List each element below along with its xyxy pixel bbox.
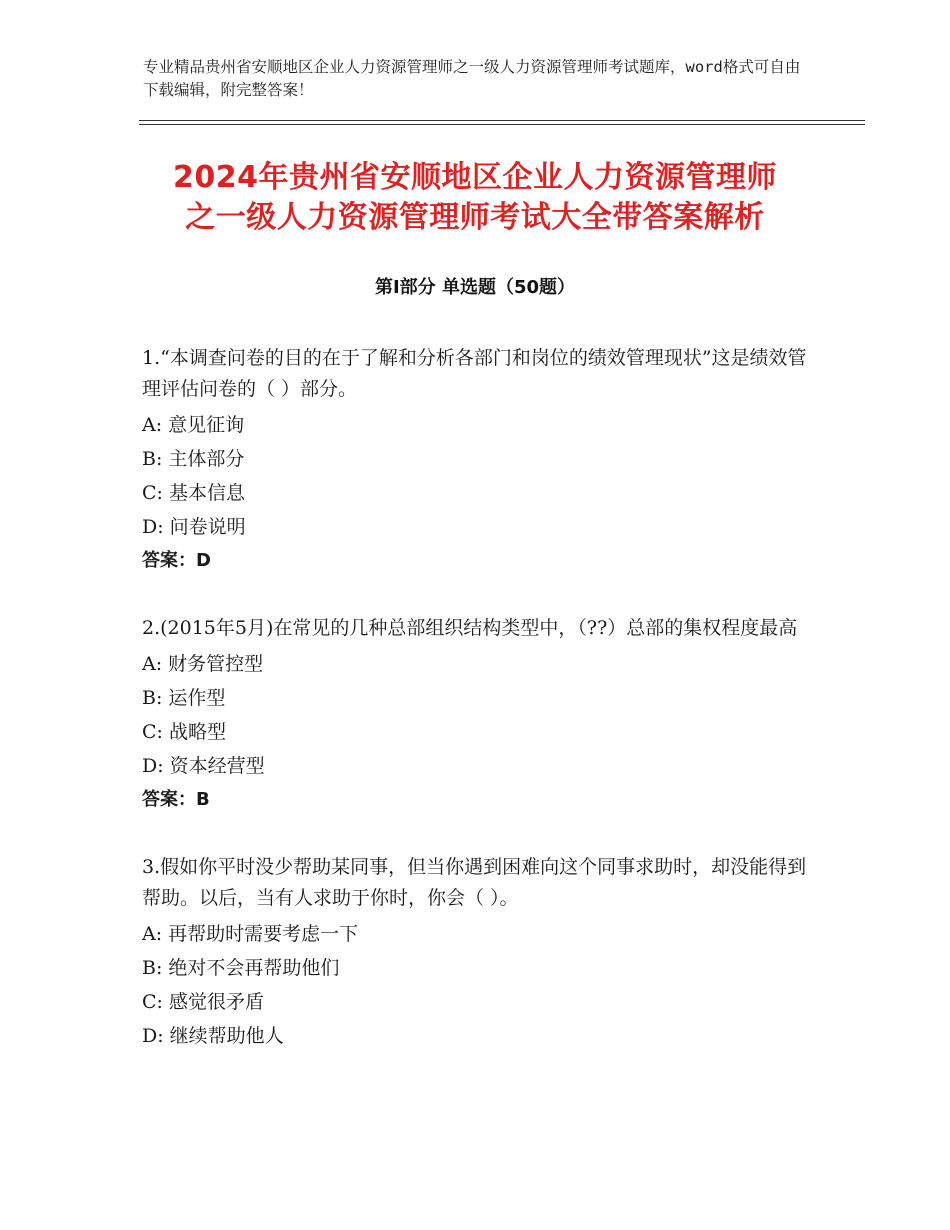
section-title: 第Ⅰ部分 单选题（50题） [374,277,575,298]
option-d: D: 继续帮助他人 [142,1025,284,1047]
header-note: 专业精品贵州省安顺地区企业人力资源管理师之一级人力资源管理师考试题库，word格式可自由下载编辑，附完整答案！ [143,58,801,99]
option-b: B: 绝对不会再帮助他们 [142,957,340,979]
option-b: B: 运作型 [142,687,226,709]
question-stem: 1.“本调查问卷的目的在于了解和分析各部门和岗位的绩效管理现状”这是绩效管理评估问卷的（ ）部分。 [142,347,807,400]
document-title-line-1: 2024年贵州省安顺地区企业人力资源管理师 [173,160,777,195]
document-title-line-2: 之一级人力资源管理师考试大全带答案解析 [185,200,765,235]
option-d: D: 问卷说明 [142,516,246,538]
document-title [100,158,850,238]
option-a: A: 财务管控型 [142,653,264,675]
option-d: D: 资本经营型 [142,755,265,777]
question-stem: 2.(2015年5月)在常见的几种总部组织结构类型中，（??）总部的集权程度最高 [142,617,798,639]
question-2 [142,613,812,817]
option-c: C: 基本信息 [142,482,245,504]
answer: 答案：B [142,789,210,810]
option-b: B: 主体部分 [142,448,245,470]
question-list [142,343,812,1088]
question-stem: 3.假如你平时没少帮助某同事，但当你遇到困难向这个同事求助时，却没能得到帮助。以后，当有人求助于你时，你会（ ）。 [142,856,807,909]
option-a: A: 意见征询 [142,414,245,436]
question-1 [142,343,812,578]
answer: 答案：D [142,550,211,571]
header-divider [139,120,865,125]
question-3 [142,852,812,1053]
option-c: C: 感觉很矛盾 [142,991,264,1013]
option-a: A: 再帮助时需要考虑一下 [142,923,359,945]
option-c: C: 战略型 [142,721,226,743]
